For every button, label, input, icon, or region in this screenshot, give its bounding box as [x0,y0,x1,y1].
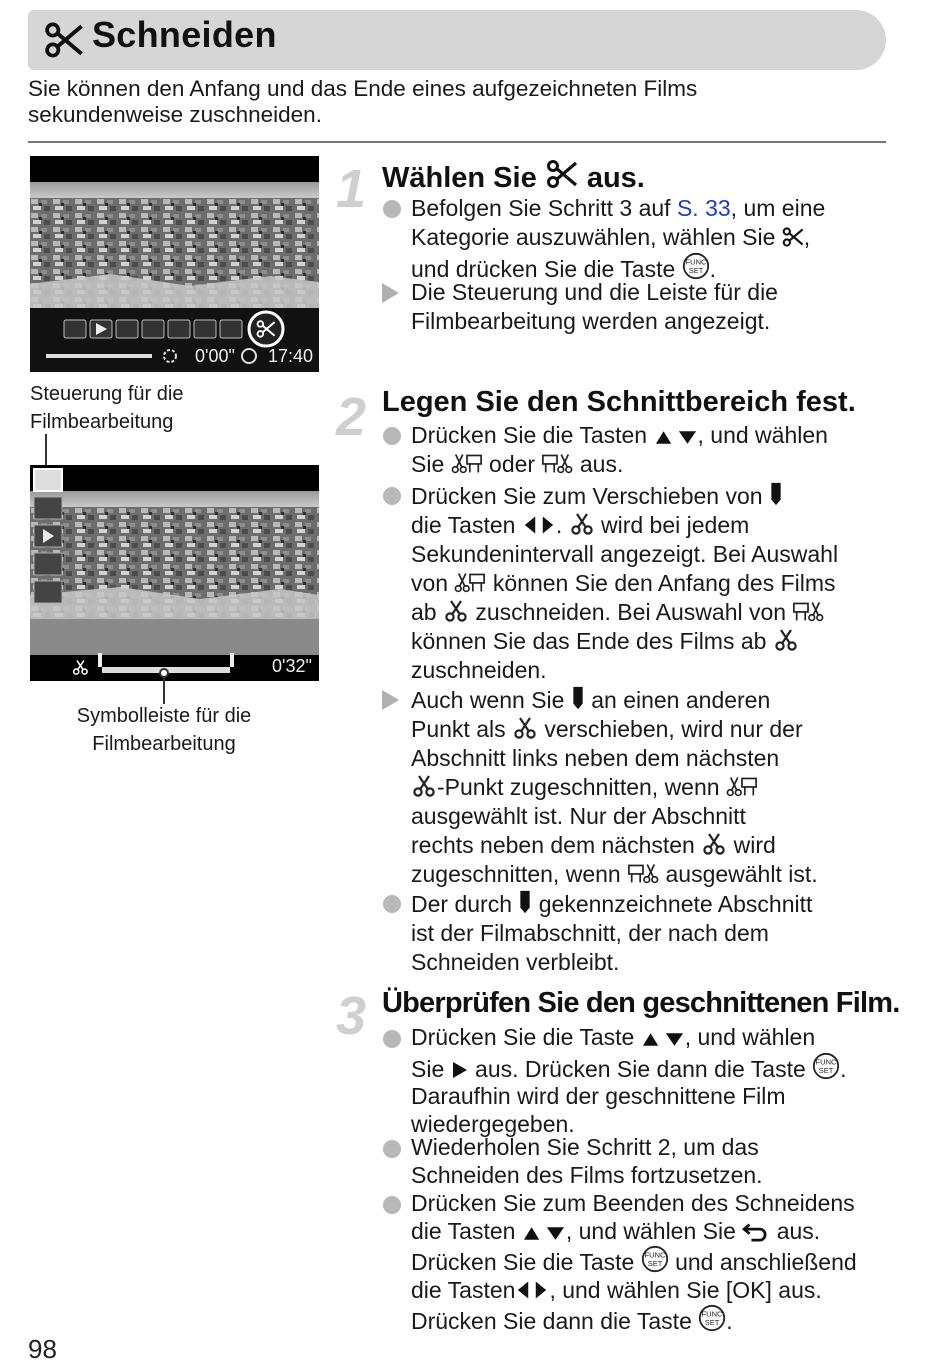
func-set-button-icon [682,252,710,280]
movie-frame [30,156,319,372]
func-set-button-icon [641,1245,669,1273]
result-arrow [382,690,399,710]
divider [28,141,886,143]
camera-screen-edit-toolbar [30,465,319,681]
movie-frame-2 [30,465,319,681]
bullet-dot [383,895,401,913]
step-3-bullet-2: Wiederholen Sie Schritt 2, um das Schneiden des Films fortzusetzen. [382,1134,763,1189]
page-link[interactable]: S. 33 [676,195,731,221]
step-2-bullet-3: Der durch gekennzeichnete Abschnitt ist der Filmabschnitt, der nach dem Schneiden verbleibt. [382,889,812,977]
marker-icon [571,685,585,711]
marker-icon [518,889,532,915]
bullet-dot [383,200,401,218]
func-set-button-icon [812,1052,840,1080]
callout-line-1 [45,434,47,466]
cut-point-icon [512,716,538,740]
elapsed-time: 0'00" [195,346,235,366]
cut-start-icon [451,451,483,475]
result-arrow [382,283,399,303]
left-right-arrows-icon [522,514,556,536]
step-2-bullet-1: Drücken Sie die Tasten , und wählen Sie oder aus. [382,421,828,479]
cut-point-icon [569,512,595,536]
cut-end-icon [541,451,573,475]
step-2-bullet-2: Drücken Sie zum Verschieben von die Tasten . wird bei jedem Sekundenintervall angezeigt. Bei Auswahl von können Sie den Anfang des Films ab zuschneiden. Bei Auswahl von können Sie das Ende des Films ab zuschneiden. [382,481,838,685]
step-2-heading: Legen Sie den Schnittbereich fest. [382,386,856,418]
camera-screen-edit-controls [30,156,319,372]
scissors-icon [545,158,579,190]
return-icon [742,1220,770,1242]
cut-start-icon [726,774,758,798]
step-1-result: Die Steuerung und die Leiste für die Filmbearbeitung werden angezeigt. [382,278,778,336]
page-title: Schneiden [92,14,277,55]
bullet-dot [383,1030,401,1048]
bullet-dot [383,427,401,445]
caption-edit-controls: Steuerung für die Filmbearbeitung [30,383,184,433]
left-right-arrows-icon [515,1279,549,1301]
up-down-arrows-icon [654,428,698,446]
page-number: 98 [28,1334,57,1364]
step-number-2: 2 [336,387,367,447]
cut-point-icon [411,774,437,798]
cut-point-icon [443,599,469,623]
cut-point-icon [773,628,799,652]
bullet-dot [383,487,401,505]
bullet-dot [383,1196,401,1214]
step-number-1: 1 [336,159,367,219]
intro-text: Sie können den Anfang und das Ende eines aufgezeichneten Films sekundenweise zuschneiden. [28,76,698,127]
step-number-3: 3 [336,986,367,1046]
callout-dot [159,668,169,678]
up-down-arrows-icon [522,1224,566,1242]
step-2-result: Auch wenn Sie an einen anderen Punkt als verschieben, wird nur der Abschnitt links neben dem nächsten -Punkt zugeschnitten, wenn ausgewählt ist. Nur der Abschnitt rechts neben dem nächsten wird zugeschnitten, wenn ausgewählt ist. [382,685,818,889]
remaining-time: 17:40 [268,346,314,366]
clip-time: 0'32" [272,656,312,676]
step-1-bullet-1: Befolgen Sie Schritt 3 auf S. 33, um eine Kategorie auszuwählen, wählen Sie , und drücken Sie die Taste . [382,194,825,284]
scissors-icon [44,20,84,60]
step-3-bullet-3: Drücken Sie zum Beenden des Schneidens die Tasten , und wählen Sie aus. Drücken Sie die Taste und anschließend die Tasten , und wählen Sie [OK] aus. Drücken Sie dann die Taste . [382,1190,857,1336]
marker-icon [769,481,783,507]
cut-end-icon [627,861,659,885]
func-set-button-icon [698,1304,726,1332]
bullet-dot [383,1140,401,1158]
scissors-icon [782,226,804,248]
caption-edit-toolbar: Symbolleiste für die Filmbearbeitung [76,705,252,755]
step-3-bullet-1: Drücken Sie die Taste , und wählen Sie aus. Drücken Sie dann die Taste . Daraufhin wird der geschnittene Film wiedergegeben. [382,1024,847,1138]
cut-point-icon [701,832,727,856]
step-3-heading: Überprüfen Sie den geschnittenen Film. [382,987,900,1019]
cut-end-icon [792,599,824,623]
cut-start-icon [454,570,486,594]
step-1-heading: Wählen Sie aus. [382,158,645,195]
up-down-arrows-icon [641,1030,685,1048]
play-icon [451,1060,469,1080]
